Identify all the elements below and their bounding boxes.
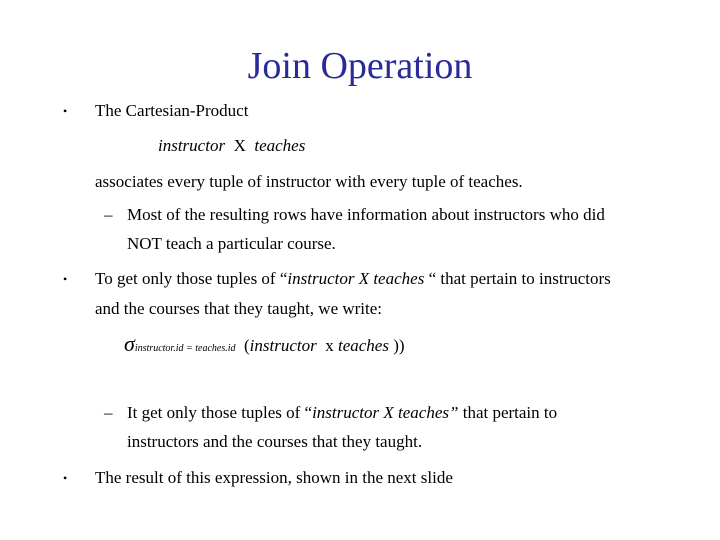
slide-title: Join Operation — [247, 45, 473, 87]
sigma-subscript: instructor.id = teaches.id — [134, 343, 236, 354]
expr-right: teaches — [254, 136, 306, 155]
sub-bullet-2-italic: instructor X teaches” — [312, 403, 459, 422]
bullet-1-line-1: The Cartesian-Product — [95, 101, 249, 120]
dash-marker: – — [104, 403, 113, 422]
sub-bullet-2-a: It get only those tuples of “ — [127, 403, 313, 422]
selection-expression — [124, 331, 405, 359]
sigma-right: teaches — [337, 336, 389, 355]
bullet-2-line-2: and the courses that they taught, we write: — [95, 299, 383, 318]
sigma-symbol: σ — [124, 331, 135, 356]
bullet-2-line-1 — [95, 269, 611, 289]
sub-bullet-2-b: that pertain to — [458, 403, 558, 422]
sigma-left: instructor — [249, 336, 317, 355]
expr-operator: X — [233, 136, 246, 155]
bullet-2-line-1-b: “ that pertain to instructors — [424, 269, 611, 288]
sub-bullet-1-line-1: Most of the resulting rows have information about instructors who did — [127, 205, 605, 224]
sub-bullet-2-line-1 — [127, 403, 557, 423]
bullet-marker: • — [63, 104, 68, 118]
sigma-paren-open: ( — [244, 336, 250, 355]
bullet-2-line-1-italic: instructor X teaches — [287, 269, 425, 288]
bullet-3-line-1: The result of this expression, shown in the next slide — [95, 468, 453, 487]
bullet-marker: • — [63, 471, 68, 485]
sub-bullet-1-line-2: NOT teach a particular course. — [127, 234, 336, 253]
expr-left: instructor — [158, 136, 226, 155]
dash-marker: – — [104, 205, 113, 224]
sub-bullet-2-line-2: instructors and the courses that they taught. — [127, 432, 423, 451]
cartesian-product-expression — [158, 136, 305, 156]
sigma-paren-close: )) — [393, 336, 405, 355]
sigma-operator: x — [325, 336, 334, 355]
bullet-2-line-1-a: To get only those tuples of “ — [95, 269, 288, 288]
bullet-marker: • — [63, 272, 68, 286]
bullet-1-line-3: associates every tuple of instructor with every tuple of teaches. — [95, 172, 523, 191]
